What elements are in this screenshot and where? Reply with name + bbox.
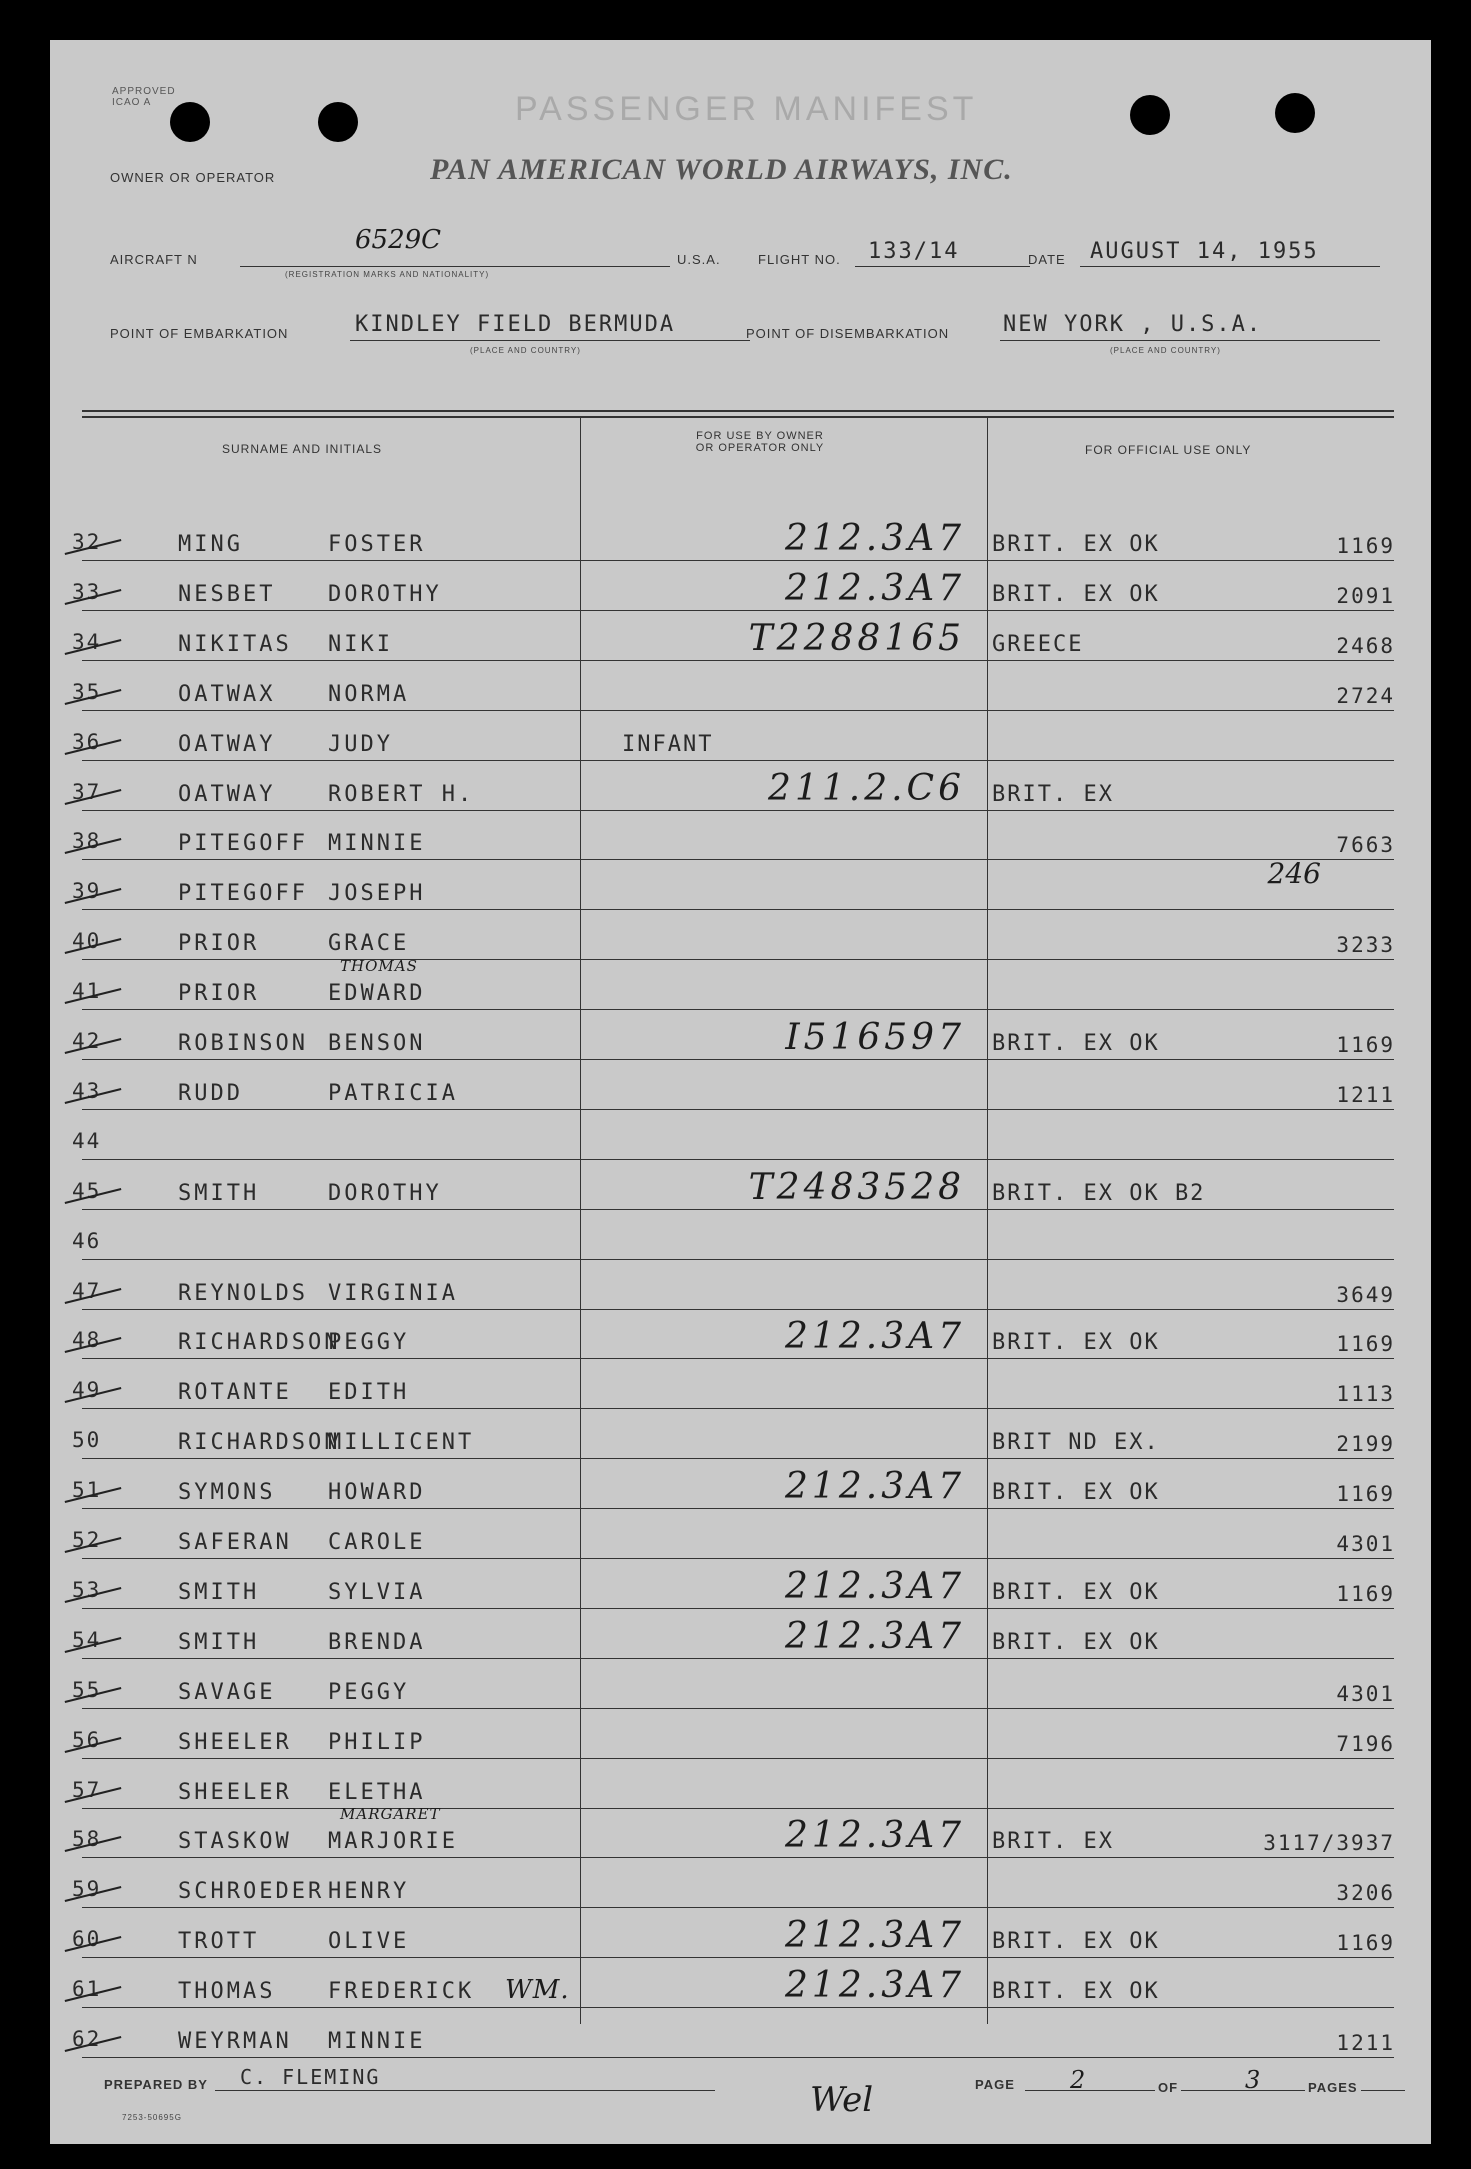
given-name: HOWARD (328, 1480, 426, 1506)
surname: SHEELER (178, 1779, 292, 1805)
row-line (82, 1009, 1394, 1010)
official-status: BRIT. EX OK (992, 581, 1160, 607)
official-status: BRIT. EX OK (992, 1929, 1160, 1955)
row-line (82, 909, 1394, 910)
row-line (82, 610, 1394, 611)
owner-use-value: 212.3A7 (785, 1565, 965, 1607)
row-line (82, 1558, 1394, 1559)
official-code: 1169 (1336, 534, 1395, 558)
form-number: 7253-50695G (122, 2113, 182, 2122)
embark-label: POINT OF EMBARKATION (110, 326, 289, 341)
surname: SMITH (178, 1629, 260, 1655)
surname: SHEELER (178, 1729, 292, 1755)
row-number: 40 (72, 929, 102, 954)
flight-value: 133/14 (868, 239, 960, 264)
surname: PITEGOFF (178, 881, 308, 907)
row-line (82, 1907, 1394, 1908)
official-status: BRIT. EX OK (992, 1480, 1160, 1506)
given-name: GRACE (328, 931, 410, 957)
surname: SYMONS (178, 1480, 276, 1506)
surname: PITEGOFF (178, 831, 308, 857)
given-name: JOSEPH (328, 881, 426, 907)
given-name: DOROTHY (328, 1180, 442, 1206)
approved-stamp: APPROVED ICAO A (112, 86, 176, 108)
row-line (82, 1209, 1394, 1210)
surname: WEYRMAN (178, 2029, 292, 2054)
owner-use-value: I516597 (785, 1017, 965, 1058)
owner-use-value: T2483528 (748, 1166, 965, 1208)
disembark-label: POINT OF DISEMBARKATION (746, 326, 950, 341)
owner-use-value: 212.3A7 (785, 1466, 965, 1508)
given-name: NORMA (328, 681, 410, 707)
row-line (82, 1109, 1394, 1110)
row-number: 56 (72, 1727, 102, 1752)
row-number: 57 (72, 1777, 102, 1802)
operator-name: PAN AMERICAN WORLD AIRWAYS, INC. (430, 153, 1013, 186)
registration-caption: (REGISTRATION MARKS AND NATIONALITY) (285, 270, 490, 279)
given-name: OLIVE (328, 1929, 410, 1955)
official-code: 1169 (1336, 1581, 1395, 1606)
row-number: 41 (72, 979, 102, 1004)
col-official-use: FOR OFFICIAL USE ONLY (1085, 443, 1252, 457)
given-name: NIKI (328, 631, 393, 657)
page-value: 2 (1070, 2066, 1086, 2094)
given-name: PEGGY (328, 1679, 410, 1705)
owner-use-value: 211.2.C6 (768, 767, 965, 809)
given-name: MARJORIE (328, 1829, 458, 1855)
given-name: ELETHA (328, 1779, 426, 1805)
row-line (82, 1857, 1394, 1858)
row-number: 55 (72, 1677, 102, 1702)
row-line (82, 959, 1394, 960)
signature: Wel (810, 2080, 874, 2120)
surname: SMITH (178, 1180, 260, 1206)
owner-use-value: 212.3A7 (785, 1965, 965, 2007)
date-label: DATE (1028, 252, 1066, 267)
date-value: AUGUST 14, 1955 (1090, 239, 1319, 264)
official-code: 246 (1267, 857, 1321, 891)
row-number: 45 (72, 1178, 102, 1203)
official-status: BRIT. EX OK (992, 532, 1160, 557)
surname: SMITH (178, 1579, 260, 1605)
row-number: 50 (72, 1428, 102, 1453)
surname: RUDD (178, 1080, 243, 1106)
handwritten-note: THOMAS (340, 957, 418, 976)
row-line (82, 1358, 1394, 1359)
given-name: JUDY (328, 731, 393, 757)
row-line (82, 1708, 1394, 1709)
embark-place-caption: (PLACE AND COUNTRY) (470, 346, 581, 355)
surname: RICHARDSON (178, 1430, 341, 1456)
official-status: BRIT. EX (992, 781, 1114, 807)
official-code: 4301 (1336, 1532, 1395, 1556)
row-line (82, 1059, 1394, 1060)
official-code: 7196 (1336, 1731, 1395, 1756)
row-number: 33 (72, 579, 102, 604)
punch-hole (318, 102, 358, 142)
owner-label: OWNER OR OPERATOR (110, 170, 276, 185)
given-name: BENSON (328, 1031, 426, 1056)
row-number: 49 (72, 1378, 102, 1403)
official-status: BRIT. EX OK (992, 1629, 1160, 1655)
surname: NESBET (178, 581, 276, 607)
row-line (82, 2057, 1394, 2058)
official-status: BRIT. EX OK (992, 1330, 1160, 1356)
handwritten-note: MARGARET (340, 1805, 441, 1824)
punch-hole (170, 102, 210, 142)
given-name: PATRICIA (328, 1080, 458, 1106)
row-line (82, 1758, 1394, 1759)
official-status: BRIT. EX OK (992, 1579, 1160, 1605)
given-name: CAROLE (328, 1530, 426, 1555)
owner-use-value: 212.3A7 (785, 1615, 965, 1657)
row-line (82, 810, 1394, 811)
owner-use-value: 212.3A7 (785, 1915, 965, 1957)
official-code: 3649 (1336, 1282, 1395, 1307)
row-number: 43 (72, 1078, 102, 1103)
given-name: MINNIE (328, 2029, 426, 2054)
given-name: DOROTHY (328, 581, 442, 607)
row-line (82, 710, 1394, 711)
row-number: 36 (72, 729, 102, 754)
embark-value: KINDLEY FIELD BERMUDA (355, 312, 676, 337)
owner-use-value: T2288165 (748, 617, 965, 659)
owner-use-value: 212.3A7 (785, 1316, 965, 1358)
row-number: 52 (72, 1528, 102, 1552)
owner-use-value: 212.3A7 (785, 518, 965, 559)
row-line (82, 1159, 1394, 1160)
surname: PRIOR (178, 981, 260, 1007)
surname: SAFERAN (178, 1530, 292, 1555)
prepared-label: PREPARED BY (104, 2077, 208, 2092)
surname: SCHROEDER (178, 1879, 325, 1905)
official-code: 7663 (1336, 833, 1395, 858)
official-status: GREECE (992, 631, 1084, 657)
form-title: PASSENGER MANIFEST (515, 90, 978, 128)
official-code: 1169 (1336, 1931, 1395, 1956)
official-code: 2199 (1336, 1432, 1395, 1457)
surname: RICHARDSON (178, 1330, 341, 1356)
row-number: 37 (72, 779, 102, 804)
given-name: PEGGY (328, 1330, 410, 1356)
row-number: 47 (72, 1278, 102, 1303)
punch-hole (1130, 95, 1170, 135)
row-line (82, 760, 1394, 761)
page-label: PAGE (975, 2077, 1015, 2092)
row-number: 42 (72, 1029, 102, 1053)
given-name: EDWARD (328, 981, 426, 1007)
official-code: 1211 (1336, 1082, 1395, 1107)
disembark-value: NEW YORK , U.S.A. (1003, 312, 1263, 337)
surname: ROTANTE (178, 1380, 292, 1406)
row-number: 38 (72, 829, 102, 854)
given-name: MILLICENT (328, 1430, 475, 1456)
row-line (82, 1808, 1394, 1809)
surname: OATWAY (178, 781, 276, 807)
row-number: 61 (72, 1977, 102, 2002)
row-line (82, 2007, 1394, 2008)
aircraft-label: AIRCRAFT N (110, 252, 198, 267)
official-code: 3206 (1336, 1881, 1395, 1906)
punch-hole (1275, 93, 1315, 133)
usa-label: U.S.A. (677, 252, 721, 267)
surname: OATWAY (178, 731, 276, 757)
given-name: HENRY (328, 1879, 410, 1905)
flight-label: FLIGHT NO. (758, 252, 841, 267)
given-name: PHILIP (328, 1729, 426, 1755)
surname: STASKOW (178, 1829, 292, 1855)
row-line (82, 1259, 1394, 1260)
manifest-paper (50, 40, 1431, 2144)
row-number: 62 (72, 2027, 102, 2051)
handwritten-note: WM. (505, 1975, 570, 2006)
official-code: 1211 (1336, 2031, 1395, 2055)
surname: PRIOR (178, 931, 260, 957)
row-number: 39 (72, 879, 102, 904)
official-code: 1169 (1336, 1482, 1395, 1507)
row-line (82, 1608, 1394, 1609)
official-status: BRIT. EX (992, 1829, 1114, 1855)
row-line (82, 660, 1394, 661)
row-line (82, 859, 1394, 860)
row-line (82, 560, 1394, 561)
row-number: 60 (72, 1927, 102, 1952)
col-owner-use: FOR USE BY OWNER OR OPERATOR ONLY (695, 430, 825, 454)
of-value: 3 (1245, 2066, 1261, 2094)
official-status: BRIT ND EX. (992, 1430, 1160, 1456)
row-line (82, 1508, 1394, 1509)
row-number: 44 (72, 1128, 102, 1153)
official-code: 2091 (1336, 583, 1395, 608)
row-number: 54 (72, 1627, 102, 1652)
row-line (82, 1309, 1394, 1310)
surname: MING (178, 532, 243, 557)
official-status: BRIT. EX OK B2 (992, 1180, 1206, 1206)
row-number: 46 (72, 1228, 102, 1253)
row-line (82, 1458, 1394, 1459)
surname: ROBINSON (178, 1031, 308, 1056)
row-number: 53 (72, 1577, 102, 1602)
row-number: 48 (72, 1328, 102, 1353)
row-number: 35 (72, 679, 102, 704)
owner-use-value: 212.3A7 (785, 567, 965, 609)
given-name: FOSTER (328, 532, 426, 557)
given-name: FREDERICK (328, 1979, 475, 2005)
prepared-value: C. FLEMING (240, 2065, 381, 2089)
official-status: BRIT. EX OK (992, 1031, 1160, 1056)
official-code: 3233 (1336, 933, 1395, 958)
surname: TROTT (178, 1929, 260, 1955)
row-number: 51 (72, 1478, 102, 1503)
aircraft-value: 6529C (355, 225, 442, 255)
official-status: BRIT. EX OK (992, 1979, 1160, 2005)
official-code: 2724 (1336, 683, 1395, 708)
col-surname: SURNAME AND INITIALS (222, 442, 383, 456)
official-code: 2468 (1336, 633, 1395, 658)
pages-label: PAGES (1305, 2080, 1361, 2095)
given-name: BRENDA (328, 1629, 426, 1655)
official-code: 4301 (1336, 1681, 1395, 1706)
owner-use-value: INFANT (622, 731, 714, 757)
surname: REYNOLDS (178, 1280, 308, 1306)
row-line (82, 1658, 1394, 1659)
of-label: OF (1155, 2080, 1181, 2095)
owner-use-value: 212.3A7 (785, 1815, 965, 1857)
row-number: 59 (72, 1877, 102, 1902)
surname: OATWAX (178, 681, 276, 707)
given-name: SYLVIA (328, 1579, 426, 1605)
row-number: 32 (72, 530, 102, 554)
given-name: MINNIE (328, 831, 426, 857)
given-name: VIRGINIA (328, 1280, 458, 1306)
official-code: 1169 (1336, 1033, 1395, 1057)
surname: THOMAS (178, 1979, 276, 2005)
row-line (82, 1957, 1394, 1958)
disembark-place-caption: (PLACE AND COUNTRY) (1110, 346, 1221, 355)
official-code: 1169 (1336, 1332, 1395, 1357)
surname: NIKITAS (178, 631, 292, 657)
row-number: 34 (72, 629, 102, 654)
given-name: EDITH (328, 1380, 410, 1406)
row-line (82, 1408, 1394, 1409)
given-name: ROBERT H. (328, 781, 475, 807)
row-number: 58 (72, 1827, 102, 1852)
surname: SAVAGE (178, 1679, 276, 1705)
official-code: 1113 (1336, 1382, 1395, 1407)
official-code: 3117/3937 (1263, 1831, 1395, 1856)
